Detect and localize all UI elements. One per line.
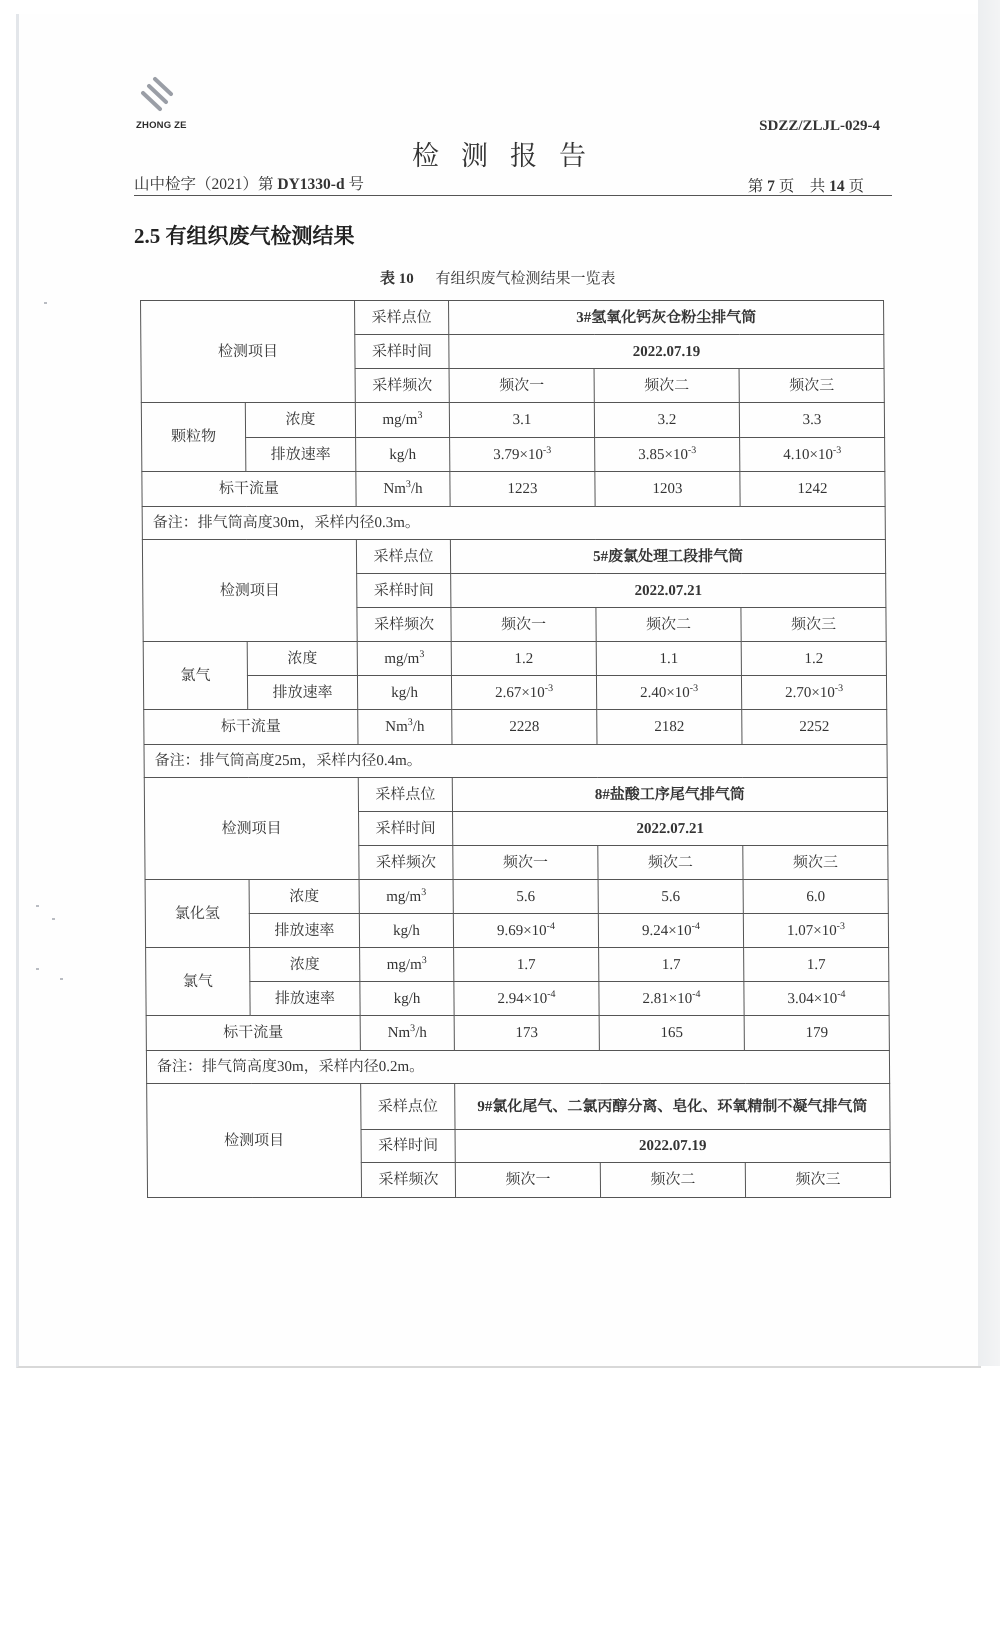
unit-conc: $mg/m^3$ xyxy=(355,403,449,438)
rate-value: $2.94\times 10^{-4}$ xyxy=(454,982,599,1016)
sampling-date: 2022.07.21 xyxy=(453,812,888,846)
conc-value: 3.2 xyxy=(594,403,739,438)
conc-value: 5.6 xyxy=(598,880,743,914)
item-header: 检测项目 xyxy=(144,778,359,880)
report-title: 检测报告 xyxy=(412,141,608,171)
sampling-date: 2022.07.21 xyxy=(451,574,886,608)
rate-value: $2.67\times 10^{-3}$ xyxy=(451,676,596,710)
rate-value: $9.69\times 10^{-4}$ xyxy=(453,914,598,948)
conc-value: 3.3 xyxy=(739,403,884,438)
unit-rate: kg/h xyxy=(356,438,450,472)
pollutant-name: 氯化氢 xyxy=(145,880,250,948)
flow-value: 179 xyxy=(744,1016,889,1051)
logo-text: ZHONG ZE xyxy=(136,120,187,131)
conc-value: 1.2 xyxy=(451,642,596,676)
freq-1: 频次一 xyxy=(449,369,594,403)
pollutant-name: 颗粒物 xyxy=(141,403,246,472)
flow-value: 173 xyxy=(454,1016,599,1051)
rate-value: $3.04\times 10^{-4}$ xyxy=(744,982,889,1016)
rate-value: $2.81\times 10^{-4}$ xyxy=(599,982,744,1016)
sampling-point: 8#盐酸工序尾气排气筒 xyxy=(452,778,887,812)
flow-label: 标干流量 xyxy=(144,710,358,745)
remark: 备注：排气筒高度30m，采样内径0.2m。 xyxy=(146,1051,889,1084)
table-row xyxy=(143,642,886,676)
rate-value: $1.07\times 10^{-3}$ xyxy=(743,914,888,948)
table-row xyxy=(143,676,886,710)
table-row xyxy=(142,540,885,574)
flow-value: 165 xyxy=(599,1016,744,1051)
unit-flow: Nm$^3$/h xyxy=(358,710,452,745)
table-row xyxy=(142,438,885,472)
conc-value: 1.7 xyxy=(744,948,889,982)
table-caption: 表 10 有组织废气检测结果一览表 xyxy=(380,271,616,287)
scan-artifact xyxy=(36,968,39,970)
document-code: SDZZ/ZLJL-029-4 xyxy=(759,118,880,134)
sampling-point: 5#废氯处理工段排气筒 xyxy=(450,540,885,574)
freq-3: 频次三 xyxy=(745,1163,890,1198)
table-row xyxy=(147,1084,890,1130)
scan-artifact xyxy=(60,978,63,980)
freq-3: 频次三 xyxy=(743,846,888,880)
flow-value: 2182 xyxy=(597,710,742,745)
rate-label: 排放速率 xyxy=(247,676,357,710)
rate-label: 排放速率 xyxy=(250,982,360,1016)
rate-value: $3.79\times 10^{-3}$ xyxy=(450,438,595,472)
table-row xyxy=(142,507,885,540)
time-label: 采样时间 xyxy=(357,574,451,608)
freq-label: 采样频次 xyxy=(355,369,449,403)
table-row xyxy=(145,914,888,948)
conc-label: 浓度 xyxy=(250,948,360,982)
freq-1: 频次一 xyxy=(451,608,596,642)
conc-value: 1.7 xyxy=(599,948,744,982)
conc-value: 5.6 xyxy=(453,880,598,914)
unit-rate: kg/h xyxy=(357,676,451,710)
table-row xyxy=(144,778,887,812)
table-row xyxy=(146,982,889,1016)
table-row xyxy=(145,880,888,914)
freq-2: 频次二 xyxy=(596,608,741,642)
point-label: 采样点位 xyxy=(355,301,449,335)
freq-label: 采样频次 xyxy=(359,846,453,880)
flow-label: 标干流量 xyxy=(142,472,356,507)
total-pages: 14 xyxy=(829,178,845,195)
scan-artifact xyxy=(36,905,39,907)
table-row xyxy=(146,1051,889,1084)
pollutant-name: 氯气 xyxy=(146,948,251,1016)
table-row xyxy=(144,710,887,745)
header-divider xyxy=(134,195,892,196)
freq-label: 采样频次 xyxy=(361,1163,455,1198)
flow-value: 2252 xyxy=(742,710,887,745)
pollutant-name: 氯气 xyxy=(143,642,248,710)
freq-2: 频次二 xyxy=(594,369,739,403)
section-heading: 2.5 有组织废气检测结果 xyxy=(134,224,355,248)
freq-2: 频次二 xyxy=(598,846,743,880)
item-header: 检测项目 xyxy=(147,1084,362,1198)
rate-value: $2.70\times 10^{-3}$ xyxy=(741,676,886,710)
flow-value: 1242 xyxy=(740,472,885,507)
item-header: 检测项目 xyxy=(142,540,357,642)
flow-value: 1203 xyxy=(595,472,740,507)
table-row xyxy=(141,403,884,438)
table-row xyxy=(146,948,889,982)
rate-value: $3.85\times 10^{-3}$ xyxy=(595,438,740,472)
point-label: 采样点位 xyxy=(361,1084,455,1130)
sampling-date: 2022.07.19 xyxy=(449,335,884,369)
conc-value: 6.0 xyxy=(743,880,888,914)
freq-2: 频次二 xyxy=(600,1163,745,1198)
freq-3: 频次三 xyxy=(741,608,886,642)
conc-label: 浓度 xyxy=(249,880,359,914)
remark: 备注：排气筒高度25m，采样内径0.4m。 xyxy=(144,745,887,778)
report-code: DY1330-d xyxy=(277,176,345,193)
rate-value: $4.10\times 10^{-3}$ xyxy=(740,438,885,472)
unit-rate: kg/h xyxy=(359,914,453,948)
report-number: 山中检字（2021）第 DY1330-d 号 xyxy=(134,176,364,193)
flow-value: 1223 xyxy=(450,472,595,507)
scan-edge-shadow xyxy=(978,0,1000,1366)
rate-label: 排放速率 xyxy=(246,438,356,472)
unit-flow: Nm$^3$/h xyxy=(356,472,450,507)
rate-value: $2.40\times 10^{-3}$ xyxy=(596,676,741,710)
rate-value: $9.24\times 10^{-4}$ xyxy=(598,914,743,948)
conc-label: 浓度 xyxy=(247,642,357,676)
item-header: 检测项目 xyxy=(141,301,356,403)
time-label: 采样时间 xyxy=(359,812,453,846)
scan-artifact xyxy=(44,302,47,304)
freq-1: 频次一 xyxy=(453,846,598,880)
conc-value: 1.7 xyxy=(454,948,599,982)
unit-conc: $mg/m^3$ xyxy=(359,880,453,914)
point-label: 采样点位 xyxy=(356,540,450,574)
table-row xyxy=(142,472,885,507)
sampling-point: 3#氢氧化钙灰仓粉尘排气筒 xyxy=(449,301,884,335)
freq-label: 采样频次 xyxy=(357,608,451,642)
conc-value: 1.1 xyxy=(596,642,741,676)
table-row xyxy=(146,1016,889,1051)
conc-value: 3.1 xyxy=(449,403,594,438)
flow-value: 2228 xyxy=(452,710,597,745)
freq-1: 频次一 xyxy=(455,1163,600,1198)
remark: 备注：排气筒高度30m，采样内径0.3m。 xyxy=(142,507,885,540)
rate-label: 排放速率 xyxy=(249,914,359,948)
point-label: 采样点位 xyxy=(358,778,452,812)
emission-results-table xyxy=(140,300,891,1198)
flow-label: 标干流量 xyxy=(146,1016,360,1051)
conc-value: 1.2 xyxy=(741,642,886,676)
unit-conc: $mg/m^3$ xyxy=(357,642,451,676)
unit-rate: kg/h xyxy=(360,982,454,1016)
unit-flow: Nm$^3$/h xyxy=(360,1016,454,1051)
sampling-date: 2022.07.19 xyxy=(455,1130,890,1163)
scan-artifact xyxy=(52,918,55,920)
sampling-point: 9#氯化尾气、二氯丙醇分离、皂化、环氧精制不凝气排气筒 xyxy=(455,1084,890,1130)
table-row xyxy=(144,745,887,778)
page-indicator: 第 7 页 共 14 页 xyxy=(747,178,864,195)
current-page: 7 xyxy=(767,178,775,195)
unit-conc: $mg/m^3$ xyxy=(360,948,454,982)
conc-label: 浓度 xyxy=(245,403,355,438)
table-row xyxy=(141,301,884,335)
freq-3: 频次三 xyxy=(739,369,884,403)
time-label: 采样时间 xyxy=(355,335,449,369)
time-label: 采样时间 xyxy=(361,1130,455,1163)
